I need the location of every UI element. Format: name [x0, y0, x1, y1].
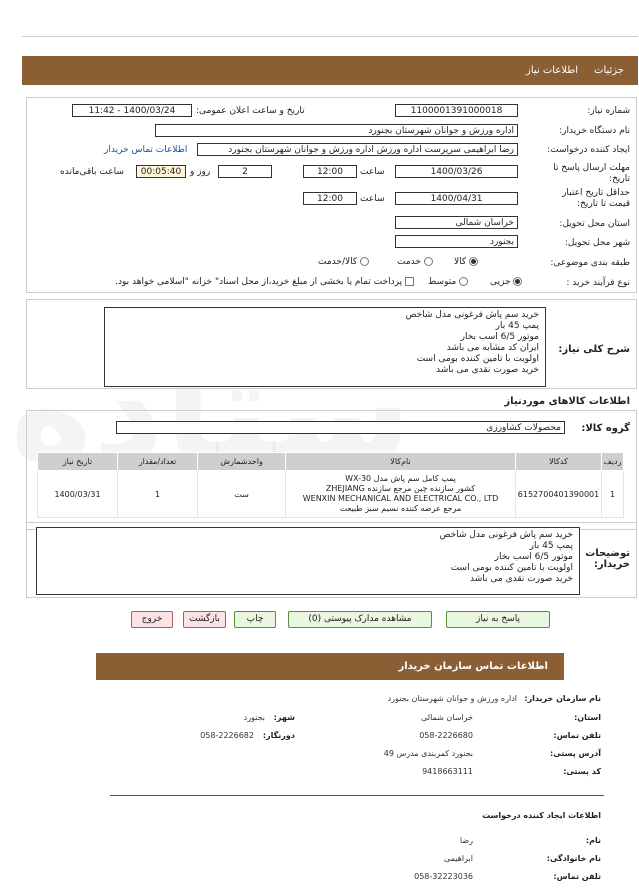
contact-fax-label: دورنگار:: [262, 731, 295, 740]
row-index: 1: [602, 471, 624, 518]
page-header: [22, 56, 638, 85]
deadline-time-field: 12:00: [303, 165, 357, 178]
radio-checked-icon[interactable]: [513, 277, 522, 286]
tab-need-info[interactable]: اطلاعات نیاز: [526, 65, 578, 76]
col-qty: تعداد/مقدار: [118, 453, 198, 471]
row-unit: ست: [198, 471, 286, 518]
remaining-time-field: 00:05:40: [136, 165, 186, 178]
radio-checked-icon[interactable]: [469, 257, 478, 266]
col-index: ردیف: [602, 453, 624, 471]
day-label: روز و: [190, 167, 211, 177]
col-code: کدکالا: [516, 453, 602, 471]
col-unit: واحدشمارش: [198, 453, 286, 471]
category-service-option[interactable]: خدمت: [397, 257, 433, 268]
buyer-notes-label: توضیحات خریدار:: [585, 548, 630, 570]
buyer-org-field: اداره ورزش و جوانان شهرستان بجنورد: [155, 124, 518, 137]
category-both-option[interactable]: کالا/خدمت: [318, 257, 369, 268]
top-divider: [22, 36, 638, 37]
category-goods-option[interactable]: کالا: [454, 257, 478, 268]
need-number-label: شماره نیاز:: [587, 106, 630, 116]
validity-hour-label: ساعت: [360, 194, 385, 204]
goods-group-label: گروه کالا:: [581, 423, 630, 434]
col-name: نام‌کالا: [286, 453, 516, 471]
contact-address-label: آدرس پستی:: [550, 749, 601, 758]
print-button[interactable]: چاپ: [234, 611, 276, 628]
back-button[interactable]: بازگشت: [183, 611, 226, 628]
treasury-payment-option[interactable]: پرداخت تمام یا بخشی از مبلغ خرید،از محل اسناد" خزانه "اسلامی خواهد بود.: [69, 277, 414, 288]
deadline-label: مهلت ارسال پاسخ تا تاریخ:: [553, 163, 630, 184]
radio-icon[interactable]: [459, 277, 468, 286]
summary-label: شرح کلی نیاز:: [558, 344, 630, 355]
validity-date-field: 1400/04/31: [395, 192, 518, 205]
goods-section-title: اطلاعات کالاهای موردنیاز: [504, 396, 630, 407]
buyer-name-label: نام سازمان خریدار:: [524, 694, 601, 703]
col-date: تاریخ نیاز: [38, 453, 118, 471]
contact-province-value: خراسان شمالی: [420, 713, 473, 722]
days-field: 2: [218, 165, 272, 178]
contact-phone-label: تلفن تماس:: [553, 731, 601, 740]
city-field: بجنورد: [395, 235, 518, 248]
province-field: خراسان شمالی: [395, 216, 518, 229]
contact-province-label: استان:: [574, 713, 601, 722]
goods-table: [37, 452, 624, 518]
contact-phone-value: 058-2226680: [419, 731, 473, 740]
row-date: 1400/03/31: [38, 471, 118, 518]
exit-button[interactable]: خروج: [131, 611, 173, 628]
creator-field: رضا ابراهیمی سرپرست اداره ورزش اداره ورزش و جوانان شهرستان بجنورد: [197, 143, 518, 156]
buyer-org-label: نام دستگاه خریدار:: [559, 126, 630, 136]
attachments-button[interactable]: مشاهده مدارک پیوستی (0): [288, 611, 432, 628]
summary-text: خرید سم پاش فرغونی مدل شاخص پمپ 45 بار موتور 6/5 اسب بخار ایران کد مشابه می باشد اولویت با تامین کننده بومی است خرید صورت نقدی می باشد: [104, 307, 546, 387]
reply-button[interactable]: پاسخ به نیاز: [446, 611, 550, 628]
goods-group-field: محصولات کشاورزی: [116, 421, 565, 434]
announce-field: 1400/03/24 - 11:42: [72, 104, 192, 117]
creator-label: ایجاد کننده درخواست:: [547, 145, 630, 155]
tab-details[interactable]: جزئیات: [594, 65, 624, 76]
purchase-type-label: نوع فرآیند خرید :: [566, 278, 630, 288]
contact-fax-value: 058-2226682: [200, 731, 254, 740]
remaining-label: ساعت باقی‌مانده: [60, 167, 124, 177]
purchase-minor-option[interactable]: جزیی: [490, 277, 522, 288]
creator-first-name-label: نام:: [585, 836, 601, 845]
contact-header: [96, 653, 564, 680]
creator-last-name-label: نام خانوادگی:: [546, 854, 601, 863]
province-label: استان محل تحویل:: [559, 219, 630, 229]
row-name: پمپ کامل سم پاش مدل WX-30 کشور سازنده چین مرجع سازنده ZHEJIANG WENXIN MECHANICAL AND ELECTRICAL CO., LTD مرجع عرضه کننده نسیم سبز طبیعت: [286, 471, 516, 518]
validity-time-field: 12:00: [303, 192, 357, 205]
contact-title: اطلاعات تماس سازمان خریدار: [398, 661, 548, 672]
creator-last-name-value: ابراهیمی: [443, 854, 473, 863]
min-validity-label: حداقل تاریخ اعتبار قیمت تا تاریخ:: [562, 188, 630, 209]
announce-label: تاریخ و ساعت اعلان عمومی:: [196, 106, 305, 116]
row-qty: 1: [118, 471, 198, 518]
row-code: 6152700401390001: [516, 471, 602, 518]
table-row: [38, 471, 624, 518]
contact-divider: [110, 795, 604, 796]
contact-city-label: شهر:: [273, 713, 295, 722]
buyer-contact-link[interactable]: اطلاعات تماس خریدار: [104, 145, 188, 155]
deadline-date-field: 1400/03/26: [395, 165, 518, 178]
contact-address-value: بجنورد کمربندی مدرس 49: [383, 749, 473, 758]
city-label: شهر محل تحویل:: [564, 238, 630, 248]
buyer-notes-text: خرید سم پاش فرغونی مدل شاخص پمپ 45 بار موتور 6/5 اسب بخار اولویت با تامین کننده بومی است خرید صورت نقدی می باشد: [36, 527, 580, 595]
category-label: طبقه بندی موضوعی:: [550, 258, 630, 268]
contact-postal-label: کد پستی:: [563, 767, 601, 776]
deadline-hour-label: ساعت: [360, 167, 385, 177]
buyer-name-value: اداره ورزش و جوانان شهرستان بجنورد: [387, 694, 517, 703]
creator-phone-label: تلفن تماس:: [553, 872, 601, 881]
radio-icon[interactable]: [360, 257, 369, 266]
creator-phone-value: 058-32223036: [414, 872, 473, 881]
contact-city-value: بجنورد: [243, 713, 265, 722]
contact-postal-value: 9418663111: [422, 767, 473, 776]
checkbox-icon[interactable]: [405, 277, 414, 286]
creator-first-name-value: رضا: [459, 836, 473, 845]
need-number-field: 1100001391000018: [395, 104, 518, 117]
radio-icon[interactable]: [424, 257, 433, 266]
purchase-medium-option[interactable]: متوسط: [428, 277, 468, 288]
creator-info-title: اطلاعات ایجاد کننده درخواست: [482, 811, 601, 820]
